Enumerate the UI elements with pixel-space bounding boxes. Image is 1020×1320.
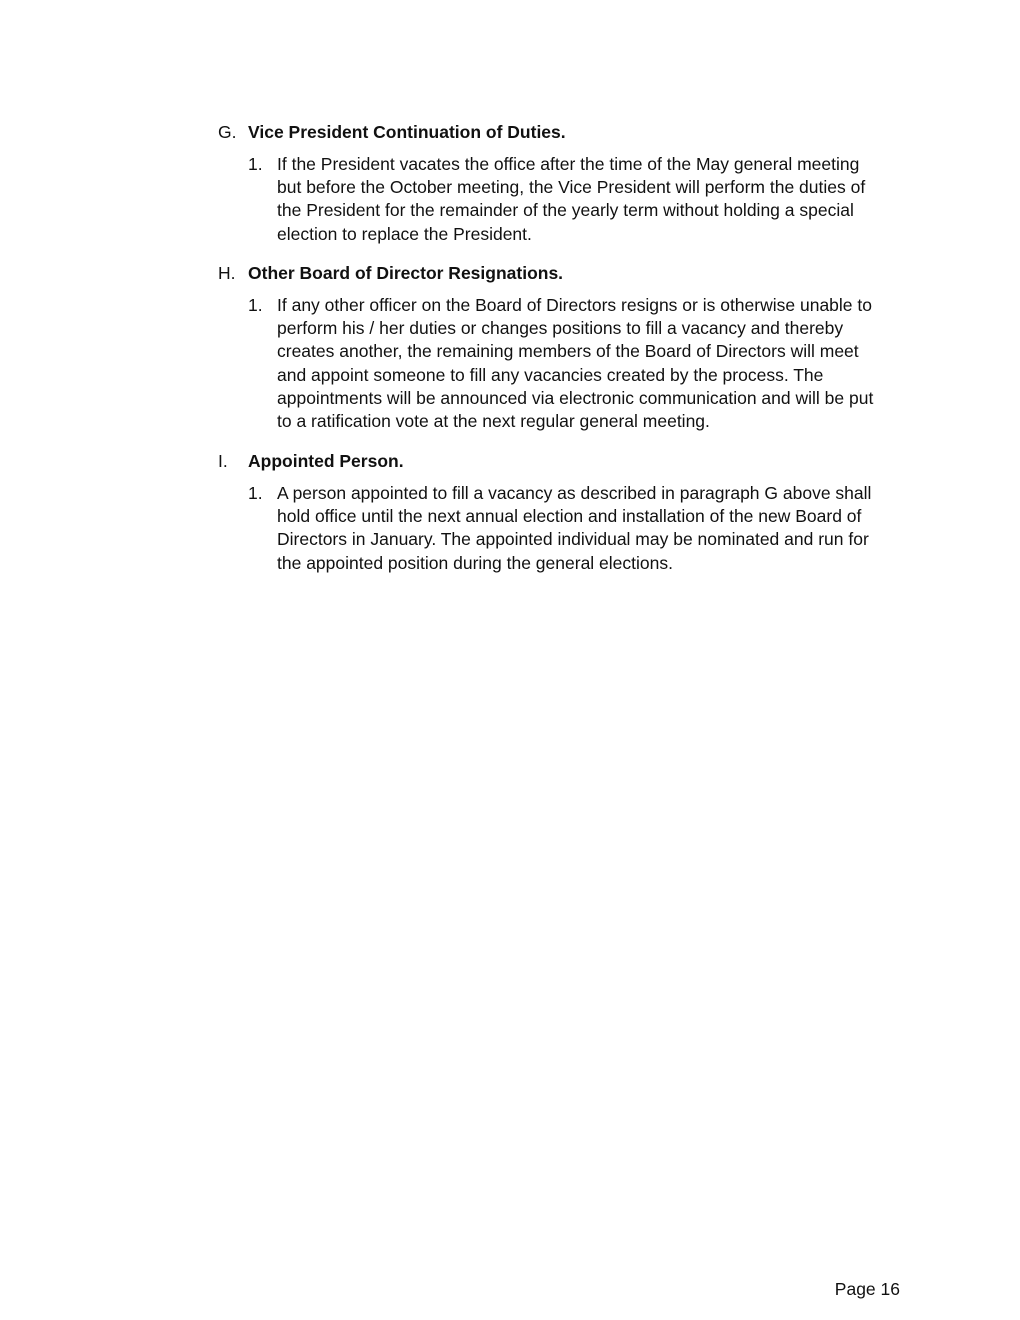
item-number: 1. bbox=[248, 154, 263, 174]
item-text bbox=[277, 153, 897, 246]
text-line: election to replace the President. bbox=[277, 223, 532, 244]
section-heading bbox=[218, 261, 908, 285]
page-number: Page 16 bbox=[834, 1279, 900, 1299]
text-line: appointments will be announced via electronic communication and will be put bbox=[277, 387, 874, 408]
section-letter: H. bbox=[218, 263, 236, 283]
section-title: Appointed Person. bbox=[248, 451, 404, 471]
text-line: the President for the remainder of the yearly term without holding a special bbox=[277, 200, 854, 221]
text-line: If the President vacates the office after the time of the May general meeting bbox=[277, 154, 860, 174]
text-line: creates another, the remaining members of the Board of Directors will meet bbox=[277, 341, 859, 362]
item-number: 1. bbox=[248, 295, 263, 315]
item-text bbox=[277, 482, 897, 575]
item-text bbox=[277, 294, 897, 433]
text-line: If any other officer on the Board of Directors resigns or is otherwise unable to bbox=[277, 295, 872, 315]
section-letter: I. bbox=[218, 451, 228, 471]
text-line: hold office until the next annual election and installation of the new Board of bbox=[277, 506, 862, 527]
text-line: to a ratification vote at the next regular general meeting. bbox=[277, 411, 710, 432]
section-h bbox=[218, 261, 908, 433]
text-line: A person appointed to fill a vacancy as described in paragraph G above shall bbox=[277, 483, 872, 503]
section-letter: G. bbox=[218, 122, 237, 142]
section-g bbox=[218, 120, 908, 246]
text-line: perform his / her duties or changes positions to fill a vacancy and thereby bbox=[277, 318, 844, 339]
section-i bbox=[218, 449, 908, 575]
text-line: Directors in January. The appointed individual may be nominated and run for bbox=[277, 529, 869, 550]
item-number: 1. bbox=[248, 483, 263, 503]
list-item bbox=[218, 294, 908, 433]
section-heading bbox=[218, 449, 908, 473]
text-line: and appoint someone to fill any vacancies created by the process. The bbox=[277, 364, 824, 385]
list-item bbox=[218, 482, 908, 575]
text-line: the appointed position during the general elections. bbox=[277, 552, 673, 573]
section-title: Other Board of Director Resignations. bbox=[248, 263, 564, 283]
text-line: but before the October meeting, the Vice President will perform the duties of bbox=[277, 177, 866, 198]
list-item bbox=[218, 153, 908, 246]
section-title: Vice President Continuation of Duties. bbox=[248, 122, 566, 142]
section-heading bbox=[218, 120, 908, 144]
